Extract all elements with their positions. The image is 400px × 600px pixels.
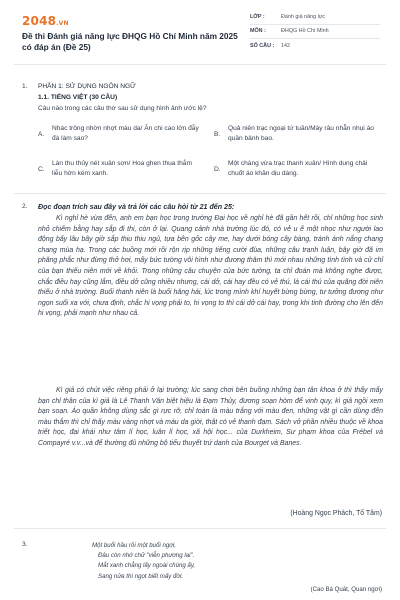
option-letter: A. xyxy=(38,130,45,138)
logo-tld: .VN xyxy=(56,20,69,27)
section-title: 1.1. TIẾNG VIỆT (30 CÂU) xyxy=(38,94,118,101)
header-divider xyxy=(14,64,386,65)
poem-line: Đâu còn nhớ chữ "viễn phương lai". xyxy=(98,552,195,560)
question-divider xyxy=(14,193,386,194)
logo-main: 2048 xyxy=(22,14,57,28)
meta-row-count xyxy=(250,39,380,54)
passage-attribution: (Hoàng Ngọc Phách, Tố Tâm) xyxy=(290,510,382,517)
option-text: Làn thu thủy nét xuân sơn/ Hoa ghen thua thắm liễu hờn kém xanh. xyxy=(52,160,192,177)
site-logo[interactable] xyxy=(22,14,69,28)
poem-line: Sang nửa thì ngọt biết mấy đời. xyxy=(98,572,184,580)
poem-attribution: (Cao Bá Quát, Quan ngơi) xyxy=(310,586,382,593)
meta-value[interactable]: Đánh giá năng lực xyxy=(281,13,326,20)
answer-option-b[interactable] xyxy=(214,124,384,144)
question-prompt: Câu nào trong các câu thơ sau sử dụng hình ảnh ước lệ? xyxy=(38,105,207,112)
meta-table xyxy=(250,10,380,54)
answer-option-c[interactable] xyxy=(38,159,210,179)
page-header xyxy=(0,0,400,64)
answer-option-d[interactable] xyxy=(214,159,384,179)
meta-row-subject xyxy=(250,25,380,40)
question-number: 3. xyxy=(22,541,28,548)
meta-label: SỐ CÂU : xyxy=(250,43,275,50)
part-title: PHẦN 1: SỬ DỤNG NGÔN NGỮ xyxy=(38,83,136,90)
option-letter: B. xyxy=(214,130,221,138)
question-number: 1. xyxy=(22,83,28,90)
question-number: 2. xyxy=(22,203,28,210)
passage-paragraph: Kì giả có chút việc riêng phải ở lại trường; lúc sang chơi bên buồng những bạn tân khoa ở thì thấy mấy bạn chỉ thân của kì giả là Lê Thanh Văn biệt hiệu là Đạm Thủy, đương soạn hòm để vinh quy, kì giả ngồi xem bạn soạn. Áo quần không dùng sắc gì rực rỡ, chỉ toàn là màu trắng với màu đen, những vật gì cần dùng đến màu thắm thì chỉ thấy màu vàng nhợt và màu da giời, thật có vẻ thanh đạm. Sách vở phần nhiều thuộc về khoa triết học, đại khái như tâm lí học, luân lí học, xã hội học... của Durkheim, Sư phạm khoa của Frébel và Compayré v.v...và để thường đủ những bộ tiểu thuyết trứ danh của Bourget và Banes. xyxy=(38,387,383,447)
poem-line: Một buổi hầu rồi một buổi ngơi, xyxy=(92,542,176,549)
meta-row-class xyxy=(250,10,380,25)
meta-value: 142 xyxy=(281,43,290,50)
option-text: Nhác trông nhờn nhợt màu da/ Ăn chi cao lớn đẫy đà làm sao? xyxy=(52,125,199,142)
passage-paragraph: Kì nghỉ hè vừa đến, anh em bạn học trong trường Đại học về nghỉ hè đã gần hết rồi, chỉ những học sinh nhỏ chiếm bằng hay sắp đi thi, còn ở lại. Quang cảnh nhà trường lúc đó, có vẻ u ế một nhọc như người lao động bấy lâu bây giờ sắp thiu thiu ngủ, tựa bên gốc cây me, hay dưới bóng cây bàng, tránh ánh nắng chang chang mùa hạ. Trong các buồng mới rồi rộn rịp những tiếng cười đùa, những câu tranh luận, bây giờ đã im phăng phắc như đừng thở hơi, mấy bức tường vôi hình như đương thăm thì mới nhau những tình tình và cử chỉ của bạn thiếu niên mới về khỏi. Trong những câu chuyện của bức tường, ta chỉ đoán mà không nghe được, chắc điều hay cũng lắm, điều dở cũng nhiều nhưng, cái dở, cái hay đều có vẻ thú, là cái thú của quãng đời niên thiếu ở nhà trường. Buổi thanh niên là buổi hăng hái, lúc trong mình khí huyết bừng bừng, tư tưởng đương như ngọn suối xa với, chưa định, chắc hi vọng phải to, hi vọng to thì cái dở cái hay, trong khi tinh đường cho lên đến hi vọng, phải mạnh như nhau cả. xyxy=(38,215,383,318)
page-title: Đề thi Đánh giá năng lực ĐHQG Hồ Chí Minh năm 2025 có đáp án (Đề 25) xyxy=(22,31,238,52)
poem-line: Mắt xanh chẳng lấy ngoài chúng ấy, xyxy=(98,562,196,570)
option-text: Một chàng vừa trạc thanh xuân/ Hình dung chải chuốt áo khăn dịu dàng. xyxy=(228,160,368,177)
question-heading: Đọc đoạn trích sau đây và trả lời các câu hỏi từ 21 đến 25: xyxy=(38,203,235,211)
option-letter: D. xyxy=(214,165,221,173)
meta-label: LỚP : xyxy=(250,13,265,20)
answer-option-a[interactable] xyxy=(38,124,210,144)
question-divider xyxy=(14,528,386,529)
option-letter: C. xyxy=(38,165,45,173)
poem xyxy=(90,541,195,582)
meta-label: MÔN : xyxy=(250,28,266,35)
option-text: Quả niên trạc ngoại tứ tuần/Mày râu nhẵn nhụi áo quần bảnh bao. xyxy=(228,125,374,142)
meta-value[interactable]: ĐHQG Hồ Chí Minh xyxy=(281,28,329,35)
